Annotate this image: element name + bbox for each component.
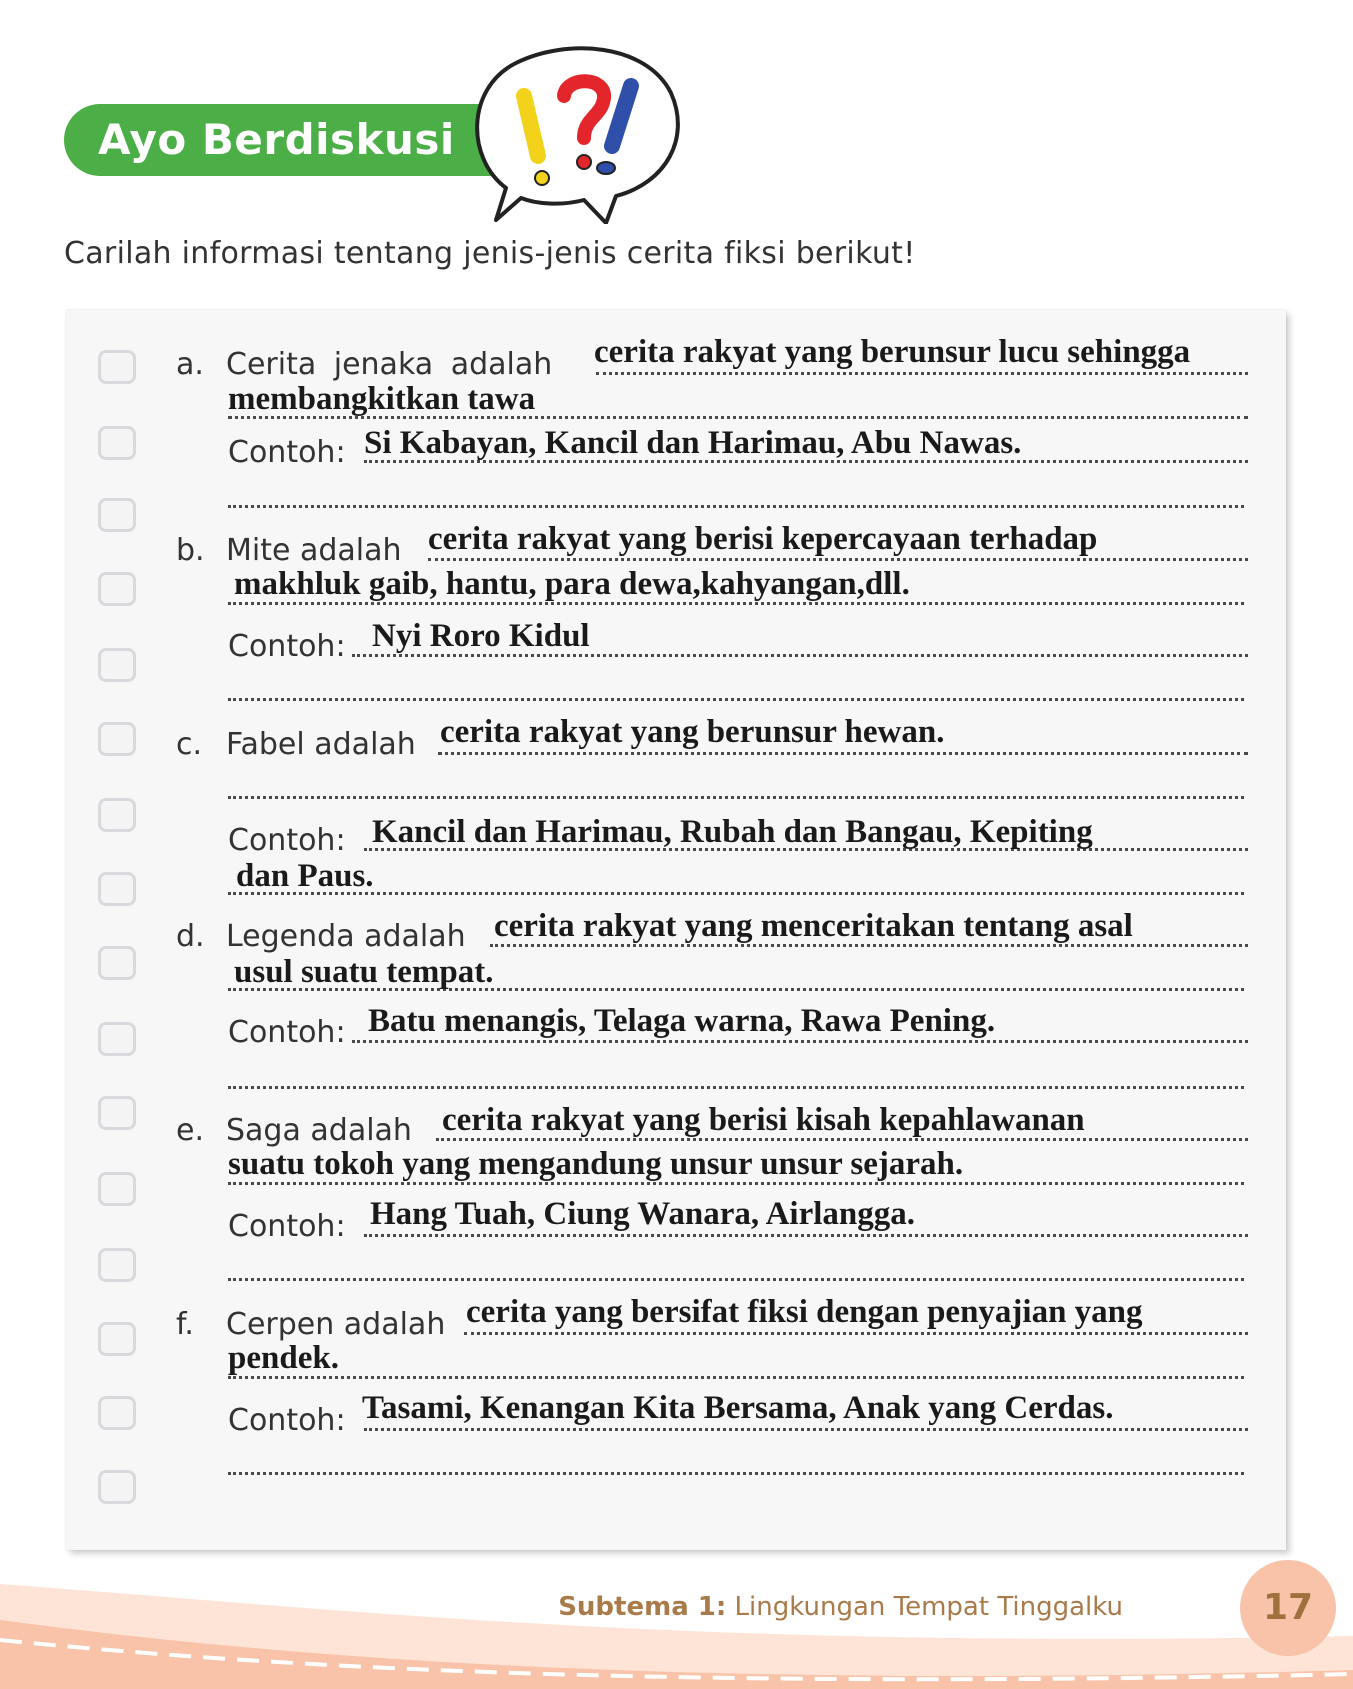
answer-line: [364, 1428, 1248, 1431]
binder-hole: [98, 722, 136, 756]
answer-line: [438, 752, 1248, 755]
binder-hole: [98, 798, 136, 832]
example-label: Contoh:: [228, 823, 346, 858]
binder-hole: [98, 1172, 136, 1206]
answer-line: [228, 1086, 1244, 1089]
question-exclamation-bubble-icon: [466, 38, 686, 224]
page-number: 17: [1240, 1560, 1336, 1656]
example-answer[interactable]: Si Kabayan, Kancil dan Harimau, Abu Nawas.: [364, 425, 1022, 461]
example-answer[interactable]: Batu menangis, Telaga warna, Rawa Pening.: [368, 1003, 996, 1039]
item-letter: a.: [176, 347, 204, 382]
binder-hole: [98, 1248, 136, 1282]
answer-line: [228, 796, 1244, 799]
definition-answer[interactable]: cerita rakyat yang berunsur hewan.: [440, 714, 945, 750]
item-letter: e.: [176, 1113, 204, 1148]
example-answer[interactable]: Nyi Roro Kidul: [372, 618, 590, 654]
answer-line: [436, 1138, 1248, 1141]
section-banner: Ayo Berdiskusi: [64, 104, 494, 176]
example-answer[interactable]: Tasami, Kenangan Kita Bersama, Anak yang Cerdas.: [362, 1390, 1114, 1426]
example-answer[interactable]: Kancil dan Harimau, Rubah dan Bangau, Kepiting: [372, 814, 1093, 850]
binder-hole: [98, 1322, 136, 1356]
item-prompt: Legenda adalah: [226, 919, 466, 954]
example-label: Contoh:: [228, 629, 346, 664]
definition-answer[interactable]: cerita rakyat yang berisi kepercayaan terhadap: [428, 521, 1098, 557]
definition-answer[interactable]: cerita rakyat yang berunsur lucu sehingga: [594, 334, 1191, 370]
instruction-text: Carilah informasi tentang jenis-jenis cerita fiksi berikut!: [64, 236, 916, 271]
binder-hole: [98, 426, 136, 460]
footer-wave-decoration: [0, 1570, 1353, 1689]
item-prompt: Saga adalah: [226, 1113, 412, 1148]
example-label: Contoh:: [228, 1015, 346, 1050]
binder-hole: [98, 498, 136, 532]
footer-subtema: [558, 1592, 1123, 1622]
binder-hole: [98, 350, 136, 384]
example-label: Contoh:: [228, 435, 346, 470]
item-letter: c.: [176, 727, 203, 762]
item-prompt: Mite adalah: [226, 533, 402, 568]
definition-answer[interactable]: suatu tokoh yang mengandung unsur unsur sejarah.: [228, 1146, 964, 1182]
answer-line: [228, 1278, 1244, 1281]
example-label: Contoh:: [228, 1403, 346, 1438]
item-prompt: Fabel adalah: [226, 727, 416, 762]
answer-line: [352, 1040, 1248, 1043]
answer-line: [228, 698, 1244, 701]
answer-line: [228, 505, 1244, 508]
item-prompt: Cerita jenaka adalah: [226, 347, 553, 382]
definition-answer[interactable]: makhluk gaib, hantu, para dewa,kahyangan,dll.: [234, 566, 910, 602]
answer-line: [228, 1182, 1244, 1185]
definition-answer[interactable]: cerita rakyat yang menceritakan tentang asal: [494, 908, 1133, 944]
binder-hole: [98, 1022, 136, 1056]
binder-hole: [98, 946, 136, 980]
answer-line: [490, 944, 1248, 947]
binder-hole: [98, 572, 136, 606]
subtema-label: Subtema 1:: [558, 1592, 727, 1622]
example-answer[interactable]: dan Paus.: [236, 858, 374, 894]
answer-line: [364, 1234, 1248, 1237]
definition-answer[interactable]: pendek.: [228, 1340, 339, 1376]
subtema-title: Lingkungan Tempat Tinggalku: [734, 1592, 1123, 1622]
answer-line: [228, 1472, 1244, 1475]
item-letter: b.: [176, 533, 205, 568]
binder-hole: [98, 872, 136, 906]
example-label: Contoh:: [228, 1209, 346, 1244]
definition-answer[interactable]: cerita rakyat yang berisi kisah kepahlawanan: [442, 1102, 1085, 1138]
definition-answer[interactable]: usul suatu tempat.: [234, 954, 494, 990]
definition-answer[interactable]: membangkitkan tawa: [228, 381, 536, 417]
answer-line: [228, 1376, 1244, 1379]
item-prompt: Cerpen adalah: [226, 1307, 446, 1342]
binder-hole: [98, 1096, 136, 1130]
answer-line: [596, 372, 1248, 375]
answer-line: [228, 892, 1244, 895]
binder-hole: [98, 1470, 136, 1504]
answer-line: [352, 654, 1248, 657]
item-letter: f.: [176, 1307, 194, 1342]
answer-line: [428, 558, 1248, 561]
item-letter: d.: [176, 919, 205, 954]
answer-line: [228, 602, 1244, 605]
binder-hole: [98, 648, 136, 682]
binder-hole: [98, 1396, 136, 1430]
definition-answer[interactable]: cerita yang bersifat fiksi dengan penyajian yang: [466, 1294, 1143, 1330]
example-answer[interactable]: Hang Tuah, Ciung Wanara, Airlangga.: [370, 1196, 915, 1232]
answer-line: [464, 1332, 1248, 1335]
